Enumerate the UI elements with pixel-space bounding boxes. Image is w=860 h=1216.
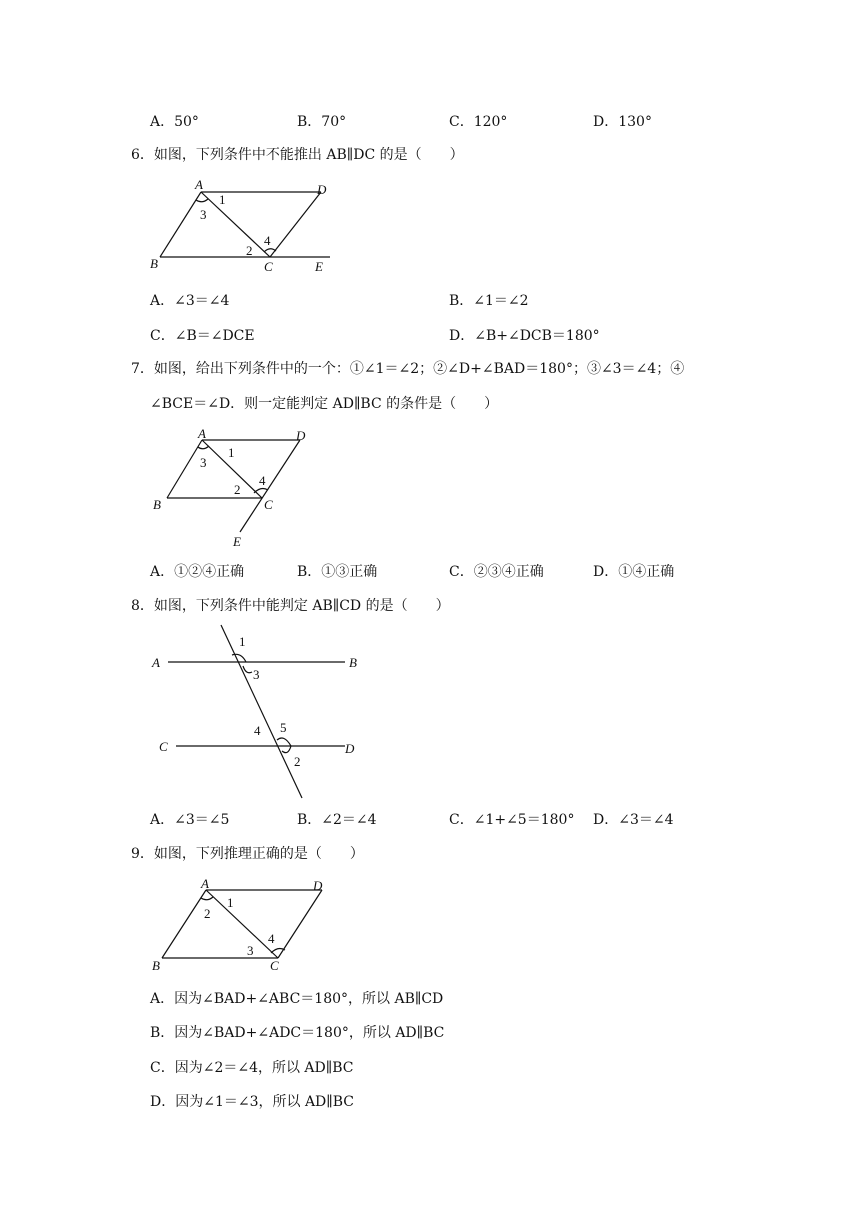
q6-option-b: B．∠1＝∠2 [449, 293, 529, 309]
q6-stem: 6．如图，下列条件中不能推出 AB∥DC 的是（ ） [131, 147, 464, 163]
q9-angle-mark-a [201, 897, 213, 900]
q8-stem: 8．如图，下列条件中能判定 AB∥CD 的是（ ） [131, 598, 450, 614]
q8-angle-5: 5 [280, 720, 287, 735]
q6-option-c: C．∠B＝∠DCE [150, 328, 255, 344]
q8-angle-mark-3 [243, 666, 252, 673]
q6-label-c: C [264, 259, 273, 274]
q8-angle-mark-2 [282, 746, 291, 753]
q6-angle-2: 2 [246, 243, 253, 258]
q9-option-c: C．因为∠2＝∠4，所以 AD∥BC [150, 1060, 354, 1076]
q8-angle-4: 4 [254, 723, 261, 738]
q8-diagram [140, 620, 380, 800]
q7-diagram [140, 422, 340, 552]
q6-segment-ab [160, 192, 201, 257]
q6-segment-dc [270, 192, 321, 257]
q9-option-d: D．因为∠1＝∠3，所以 AD∥BC [150, 1094, 355, 1110]
q7-option-d: D．①④正确 [593, 564, 675, 580]
q8-angle-mark-1 [232, 654, 246, 662]
q9-diagram [140, 872, 340, 982]
q8-option-a: A．∠3＝∠5 [150, 812, 230, 828]
q7-option-a: A．①②④正确 [150, 564, 245, 580]
q8-figure [140, 620, 380, 800]
q9-angle-2: 2 [204, 906, 211, 921]
q9-stem: 9．如图，下列推理正确的是（ ） [131, 846, 364, 862]
q6-label-a: A [195, 177, 203, 192]
q8-angle-3: 3 [253, 667, 260, 682]
q8-angle-1: 1 [239, 634, 246, 649]
q7-stem-line2: ∠BCE＝∠D．则一定能判定 AD∥BC 的条件是（ ） [150, 396, 499, 412]
q7-label-c: C [264, 497, 273, 512]
q5-option-c: C．120° [449, 114, 508, 130]
q8-angle-mark-5 [277, 738, 291, 746]
q6-angle-4: 4 [264, 233, 271, 248]
q9-label-b: B [152, 958, 160, 973]
q5-option-d: D．130° [593, 114, 652, 130]
q7-option-b: B．①③正确 [297, 564, 378, 580]
q6-angle-3: 3 [200, 207, 207, 222]
q7-angle-3: 3 [200, 455, 207, 470]
q7-option-c: C．②③④正确 [449, 564, 544, 580]
q9-segment-ab [162, 890, 206, 958]
q7-angle-4: 4 [259, 473, 266, 488]
q6-option-d: D．∠B+∠DCB＝180° [449, 328, 600, 344]
q7-angle-2: 2 [234, 482, 241, 497]
q9-label-a: A [201, 876, 209, 891]
q9-option-a: A．因为∠BAD+∠ABC＝180°，所以 AB∥CD [150, 991, 444, 1007]
q9-figure [140, 872, 340, 982]
q5-option-b: B．70° [297, 114, 347, 130]
q6-figure [140, 172, 340, 282]
q6-option-a: A．∠3＝∠4 [150, 293, 230, 309]
q8-option-b: B．∠2＝∠4 [297, 812, 377, 828]
q7-figure [140, 422, 340, 552]
q9-angle-4: 4 [268, 931, 275, 946]
q7-label-e: E [233, 534, 241, 549]
q7-angle-mark-a [198, 446, 209, 449]
q6-segment-ac [201, 192, 270, 257]
q6-angle-1: 1 [219, 192, 226, 207]
q9-segment-ac [206, 890, 278, 958]
q8-label-b: B [349, 655, 357, 670]
q6-label-d: D [317, 182, 327, 197]
q7-angle-1: 1 [228, 445, 235, 460]
q7-label-a: A [198, 426, 206, 441]
q9-angle-1: 1 [227, 895, 234, 910]
q8-angle-2: 2 [294, 754, 301, 769]
q9-label-d: D [313, 878, 323, 893]
q6-diagram [140, 172, 340, 282]
q8-label-c: C [159, 739, 168, 754]
q9-segment-dc [278, 890, 322, 958]
q7-label-b: B [153, 497, 161, 512]
q9-angle-3: 3 [247, 943, 254, 958]
q7-segment-ab [167, 440, 202, 498]
q7-stem-line1: 7．如图，给出下列条件中的一个：①∠1＝∠2；②∠D+∠BAD＝180°；③∠3＝∠4；④ [131, 361, 685, 377]
q6-label-b: B [150, 256, 158, 271]
q6-label-e: E [315, 259, 323, 274]
q9-label-c: C [270, 958, 279, 973]
q6-angle-mark-a [196, 199, 208, 202]
q7-label-d: D [296, 428, 306, 443]
q8-option-c: C．∠1+∠5＝180° [449, 812, 575, 828]
q8-transversal [221, 625, 302, 798]
q8-label-a: A [152, 655, 160, 670]
q8-option-d: D．∠3＝∠4 [593, 812, 674, 828]
q5-option-a: A．50° [150, 114, 199, 130]
q9-option-b: B．因为∠BAD+∠ADC＝180°，所以 AD∥BC [150, 1025, 445, 1041]
q8-label-d: D [345, 741, 355, 756]
